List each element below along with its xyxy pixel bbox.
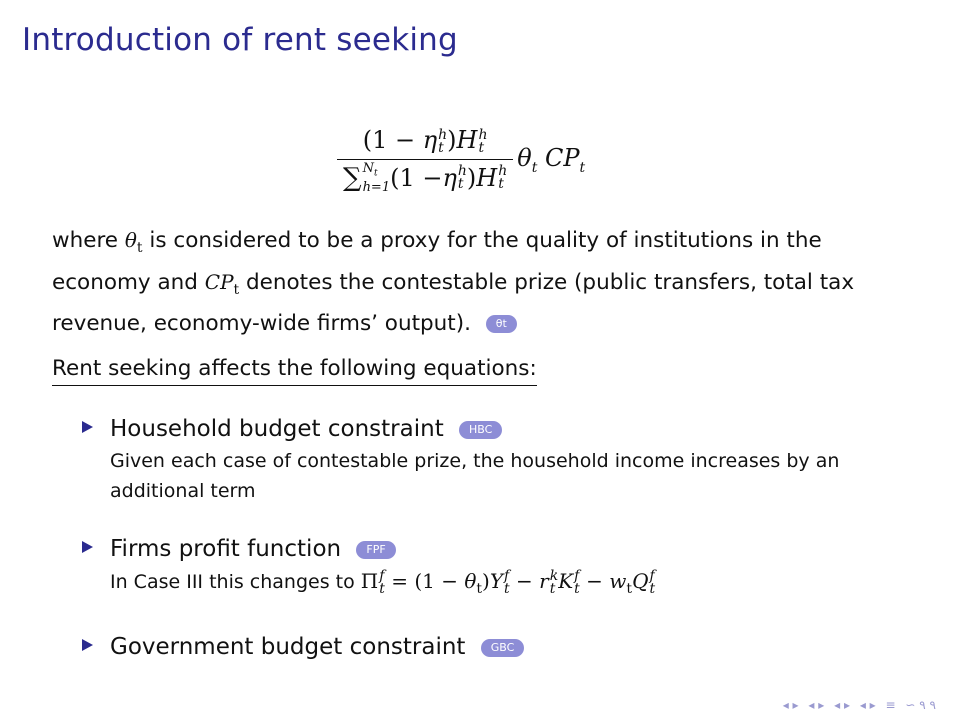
- formula-fraction: [337, 126, 513, 194]
- nav-section-icon[interactable]: ◂ ▸: [834, 698, 850, 712]
- bullet-triangle-icon: [82, 421, 93, 433]
- formula-denominator: ∑ $N_t$ h=1 (1 − η h t ) H h t: [343, 161, 508, 195]
- item-title: Government budget constraint: [110, 634, 466, 660]
- section-subheading: Rent seeking affects the following equations:: [52, 356, 537, 386]
- gbc-link-button[interactable]: GBC: [481, 639, 525, 657]
- nav-document-icon[interactable]: ◂ ▸: [859, 698, 876, 712]
- item-title: Household budget constraint: [110, 416, 444, 442]
- item-description: Given each case of contestable prize, the household income increases by an additional term: [110, 450, 840, 502]
- nav-search-icon[interactable]: ∽ ۹ ۹: [905, 698, 936, 712]
- nav-subsection-icon[interactable]: ◂ ▸: [808, 698, 825, 712]
- fpf-link-button[interactable]: FPF: [356, 541, 395, 559]
- theta-link-button[interactable]: θt: [486, 315, 517, 333]
- explanation-paragraph: where $\theta_t$ is considered to be a proxy for the quality of institutions in the economy and $CP_t$ denotes the contestable prize (public transfers, total tax revenue, economy-wide firms’ output). θt: [52, 228, 855, 336]
- formula-multiplier: $\theta_t$ $CP_t$: [517, 143, 586, 176]
- list-item: [80, 532, 930, 604]
- rent-seeking-formula: [337, 126, 585, 194]
- item-title: Firms profit function: [110, 536, 342, 562]
- formula-numerator: (1 − η h t )H h t: [362, 126, 488, 156]
- bullet-triangle-icon: [82, 639, 93, 651]
- nav-frame-icon[interactable]: ◂ ▸: [782, 698, 799, 712]
- slide-title: Introduction of rent seeking: [22, 22, 458, 58]
- equations-list: [80, 412, 930, 680]
- list-item: [80, 412, 930, 506]
- hbc-link-button[interactable]: HBC: [459, 421, 502, 439]
- item-description: In Case III this changes to Π f t = $(1 - \theta_t)Y$ f t − r k t K f t − $w_tQ$ f t: [110, 567, 656, 597]
- nav-appendix-icon[interactable]: ≡: [885, 698, 896, 712]
- beamer-navigation-bar: [777, 698, 936, 712]
- bullet-triangle-icon: [82, 541, 93, 553]
- list-item: [80, 630, 930, 664]
